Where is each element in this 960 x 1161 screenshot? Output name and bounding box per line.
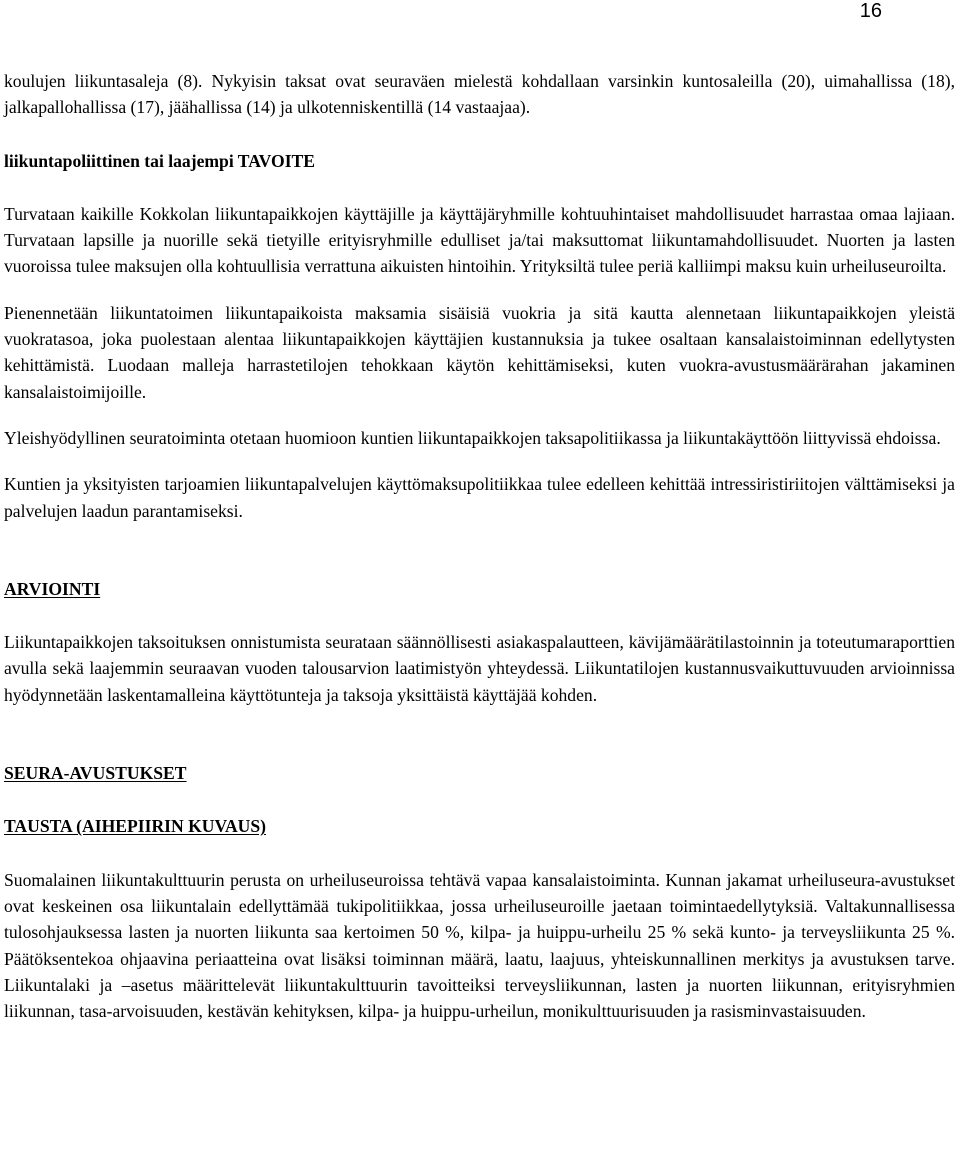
paragraph-tausta: Suomalainen liikuntakulttuurin perusta on urheiluseuroissa tehtävä vapaa kansalaistoiminta. Kunnan jakamat urheiluseura-avustukset ovat keskeinen osa liikuntalain edellyttämää tukipolitiikkaa, jossa urheiluseuroille jaetaan toimintaedellytyksiä. Valtakunnallisessa tulosohjauksessa lasten ja nuorten liikunta saa kertoimen 50 %, kilpa- ja huippu-urheilu 25 % sekä kunto- ja terveysliikunta 25 %. Päätöksentekoa ohjaavina periaatteina ovat lisäksi toiminnan määrä, laatu, laajuus, yhteiskunnallinen merkitys ja avustuksen tarve. Liikuntalaki ja –asetus määrittelevät liikuntakulttuurin tavoitteiksi terveysliikunnan, lasten ja nuorten liikunnan, erityisryhmien liikunnan, tasa-arvoisuuden, kestävän kehityksen, kilpa- ja huippu-urheilun, monikulttuurisuuden ja rasisminvastaisuuden. (4, 869, 955, 1022)
heading-tavoite: liikuntapoliittinen tai laajempi TAVOITE (4, 150, 316, 171)
heading-arviointi: ARVIOINTI (4, 578, 101, 599)
heading-seura-avustukset: SEURA-AVUSTUKSET (4, 763, 187, 784)
paragraph-tavoite: Turvataan kaikille Kokkolan liikuntapaikkojen käyttäjille ja käyttäjäryhmille kohtuuhintaiset mahdollisuudet harrastaa omaa lajiaan. Turvataan lapsille ja nuorille sekä tietyille erityisryhmille edulliset ja/tai maksuttomat liikuntamahdollisuudet. Nuorten ja lasten vuoroissa tulee maksujen olla kohtuullisia verrattuna aikuisten hintoihin. Yrityksiltä tulee periä kalliimpi maksu kuin urheiluseuroilta. (4, 203, 955, 277)
document-body (4, 68, 955, 1024)
heading-tausta: TAUSTA (AIHEPIIRIN KUVAUS) (4, 816, 266, 837)
paragraph-yleishyodyllinen: Yleishyödyllinen seuratoiminta otetaan huomioon kuntien liikuntapaikkojen taksapolitiikassa ja liikuntakäyttöön liittyvissä ehdoissa. (4, 427, 941, 448)
paragraph-intro: koulujen liikuntasaleja (8). Nykyisin taksat ovat seuraväen mielestä kohdallaan varsinkin kuntosaleilla (20), uimahallissa (18), jalkapallohallissa (17), jäähallissa (14) ja ulkotenniskentillä (14 vastaajaa). (4, 71, 955, 118)
page-number: 16 (859, 0, 882, 22)
paragraph-pienennetaan: Pienennetään liikuntatoimen liikuntapaikoista maksamia sisäisiä vuokria ja sitä kautta alennetaan liikuntapaikkojen yleistä vuokratasoa, joka puolestaan alentaa liikuntapaikkojen käyttäjien kustannuksia ja tukee osaltaan kansalaistoiminnan edellytysten kehittämistä. Luodaan malleja harrastetilojen tehokkaan käytön kehittämiseksi, kuten vuokra-avustusmäärärahan jakaminen kansalaistoimijoille. (4, 302, 955, 402)
paragraph-arviointi: Liikuntapaikkojen taksoituksen onnistumista seurataan säännöllisesti asiakaspalautteen, kävijämäärätilastoinnin ja toteutumaraporttien avulla sekä laajemmin seuraavan vuoden talousarvion laatimistyön yhteydessä. Liikuntatilojen kustannusvaikuttuvuuden arvioinnissa hyödynnetään laskentamalleina käyttötunteja ja taksoja yksittäistä käyttäjää kohden. (4, 632, 955, 705)
paragraph-kuntien: Kuntien ja yksityisten tarjoamien liikuntapalvelujen käyttömaksupolitiikkaa tulee edelleen kehittää intressiristiriitojen välttämiseksi ja palvelujen laadun parantamiseksi. (4, 474, 955, 521)
